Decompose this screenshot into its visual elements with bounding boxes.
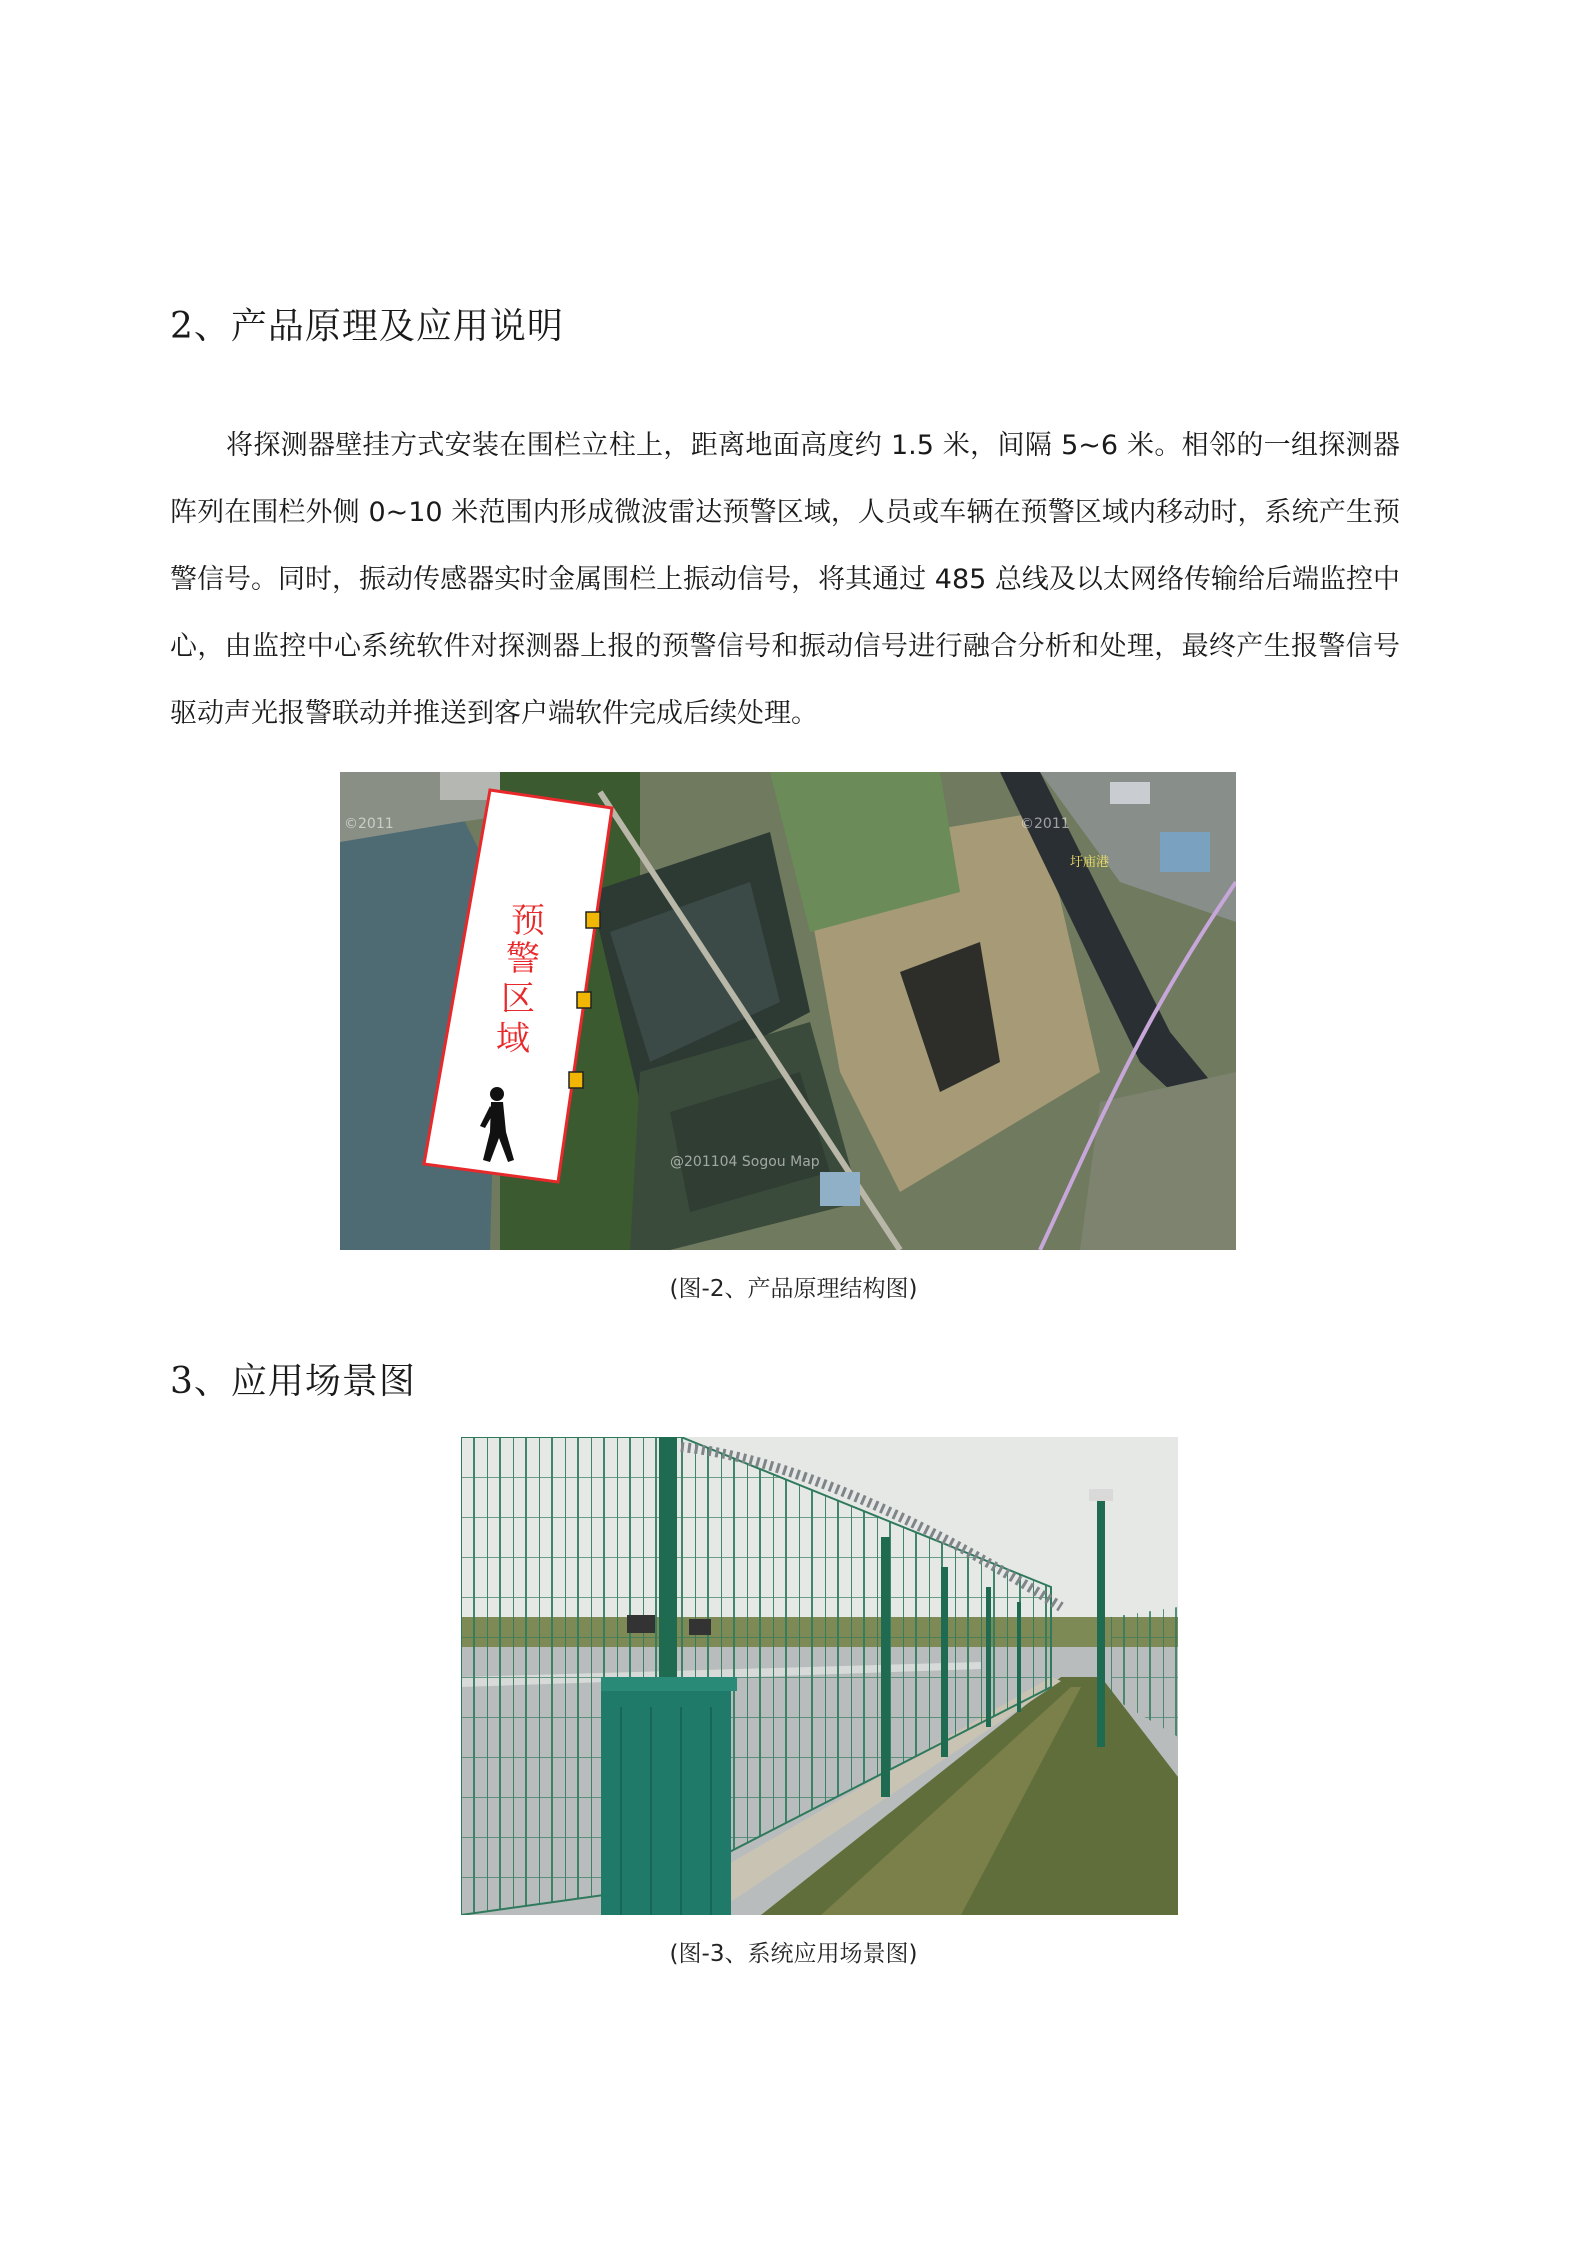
- sensor-marker-3: [569, 1072, 583, 1088]
- sensor-marker-2: [577, 992, 591, 1008]
- section-3-heading: 3、应用场景图: [170, 1361, 416, 1402]
- application-scene-figure: [461, 1437, 1178, 1915]
- zone-char-2: 警: [506, 939, 540, 979]
- map-watermark: @201104 Sogou Map: [670, 1154, 820, 1170]
- fence-scene-photo: [461, 1437, 1178, 1915]
- figure-2-caption: (图-2、产品原理结构图): [669, 1276, 918, 1302]
- zone-char-4: 域: [496, 1019, 530, 1059]
- product-principle-figure: [340, 772, 1236, 1250]
- section-2-heading: 2、产品原理及应用说明: [170, 306, 564, 347]
- zone-char-3: 区: [501, 979, 535, 1019]
- map-watermark-top-right: ©2011: [1020, 816, 1070, 832]
- sensor-marker-1: [586, 912, 600, 928]
- section-2-paragraph: 将探测器壁挂方式安装在围栏立柱上，距离地面高度约 1.5 米，间隔 5~6 米。相邻的一组探测器阵列在围栏外侧 0~10 米范围内形成微波雷达预警区域，人员或车辆在预警区域内移动时，系统产生预警信号。同时，振动传感器实时金属围栏上振动信号，将其通过 485 总线及以太网络传输给后端监控中心，由监控中心系统软件对探测器上报的预警信号和振动信号进行融合分析和处理，最终产生报警信号驱动声光报警联动并推送到客户端软件完成后续处理。: [170, 430, 1400, 729]
- zone-char-1: 预: [511, 901, 545, 941]
- map-place-label: 圩庙港: [1070, 855, 1110, 870]
- map-watermark-top-left: ©2011: [344, 816, 394, 832]
- satellite-map-image: [340, 772, 1236, 1250]
- figure-3-caption: (图-3、系统应用场景图): [669, 1941, 918, 1967]
